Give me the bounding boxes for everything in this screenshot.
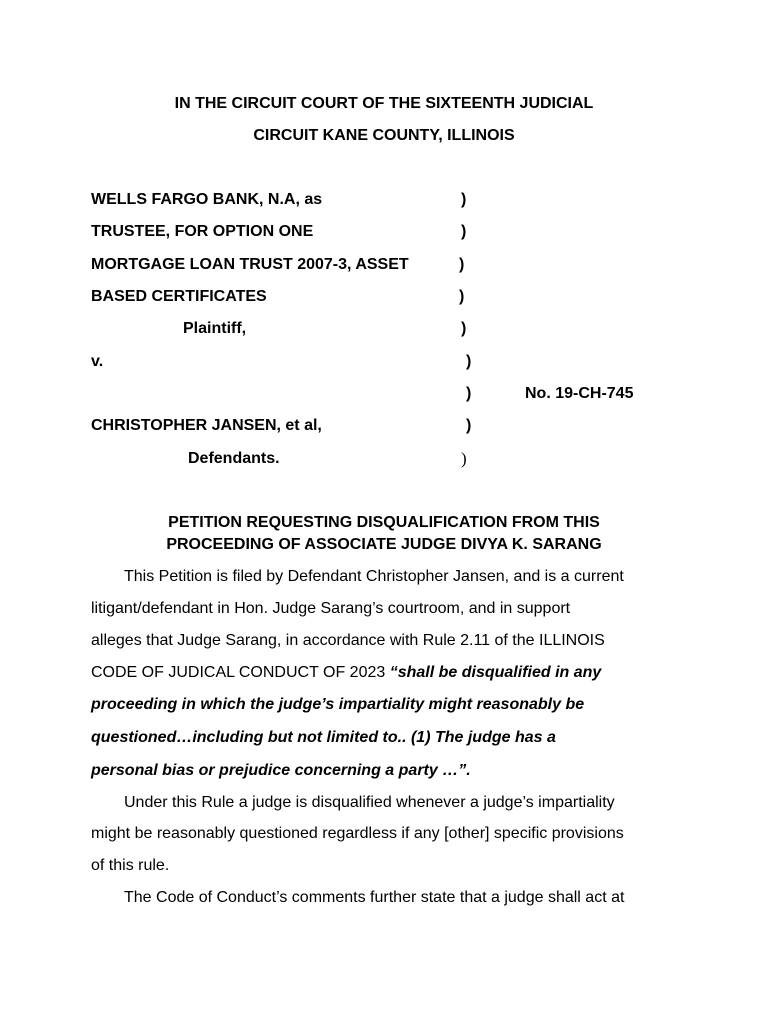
caption-paren: ) xyxy=(461,449,467,468)
body-paragraph-2-line-3: of this rule. xyxy=(91,857,170,874)
defendant-name: CHRISTOPHER JANSEN, et al, xyxy=(91,417,322,434)
quote-line-2: proceeding in which the judge’s impartiality might reasonably be xyxy=(91,696,585,713)
caption-paren: ) xyxy=(461,223,467,240)
body-paragraph-1-line-3: alleges that Judge Sarang, in accordance with Rule 2.11 of the ILLINOIS xyxy=(91,632,605,649)
body-paragraph-1-line-4 xyxy=(91,664,601,682)
caption-paren: ) xyxy=(461,320,467,337)
caption-paren: ) xyxy=(466,417,472,434)
quote-line-4: personal bias or prejudice concerning a party …”. xyxy=(91,762,471,779)
plaintiff-line-4: BASED CERTIFICATES xyxy=(91,288,267,305)
caption-paren: ) xyxy=(466,353,472,370)
body-paragraph-3-line-1: The Code of Conduct’s comments further state that a judge shall act at xyxy=(124,889,625,906)
plaintiff-line-2: TRUSTEE, FOR OPTION ONE xyxy=(91,223,314,240)
quote-start: “shall be disqualified in any xyxy=(389,664,602,681)
body-paragraph-1-line-2: litigant/defendant in Hon. Judge Sarang’s courtroom, and in support xyxy=(91,600,571,617)
plaintiff-line-1: WELLS FARGO BANK, N.A, as xyxy=(91,191,323,208)
petition-title-line2: PROCEEDING OF ASSOCIATE JUDGE DIVYA K. SARANG xyxy=(166,536,602,553)
caption-paren: ) xyxy=(466,385,472,402)
case-number: No. 19-CH-745 xyxy=(525,385,634,402)
quote-line-3: questioned…including but not limited to.. (1) The judge has a xyxy=(91,729,556,746)
court-heading-line1: IN THE CIRCUIT COURT OF THE SIXTEENTH JUDICIAL xyxy=(174,95,594,112)
plaintiff-line-3: MORTGAGE LOAN TRUST 2007-3, ASSET xyxy=(91,256,409,273)
caption-paren: ) xyxy=(461,191,467,208)
petition-title-line1: PETITION REQUESTING DISQUALIFICATION FROM THIS xyxy=(168,514,600,531)
plaintiff-role: Plaintiff, xyxy=(183,320,247,337)
body-paragraph-2-line-1: Under this Rule a judge is disqualified whenever a judge’s impartiality xyxy=(124,794,615,811)
caption-paren: ) xyxy=(459,256,465,273)
body-paragraph-1-line-1: This Petition is filed by Defendant Christopher Jansen, and is a current xyxy=(124,568,624,585)
body-paragraph-2-line-2: might be reasonably questioned regardless if any [other] specific provisions xyxy=(91,825,624,842)
caption-paren: ) xyxy=(459,288,465,305)
defendant-role: Defendants. xyxy=(188,450,280,467)
body-paragraph-1-line-4-plain: CODE OF JUDICAL CONDUCT OF 2023 xyxy=(91,664,390,681)
versus-label: v. xyxy=(91,353,104,370)
court-heading-line2: CIRCUIT KANE COUNTY, ILLINOIS xyxy=(253,127,515,144)
